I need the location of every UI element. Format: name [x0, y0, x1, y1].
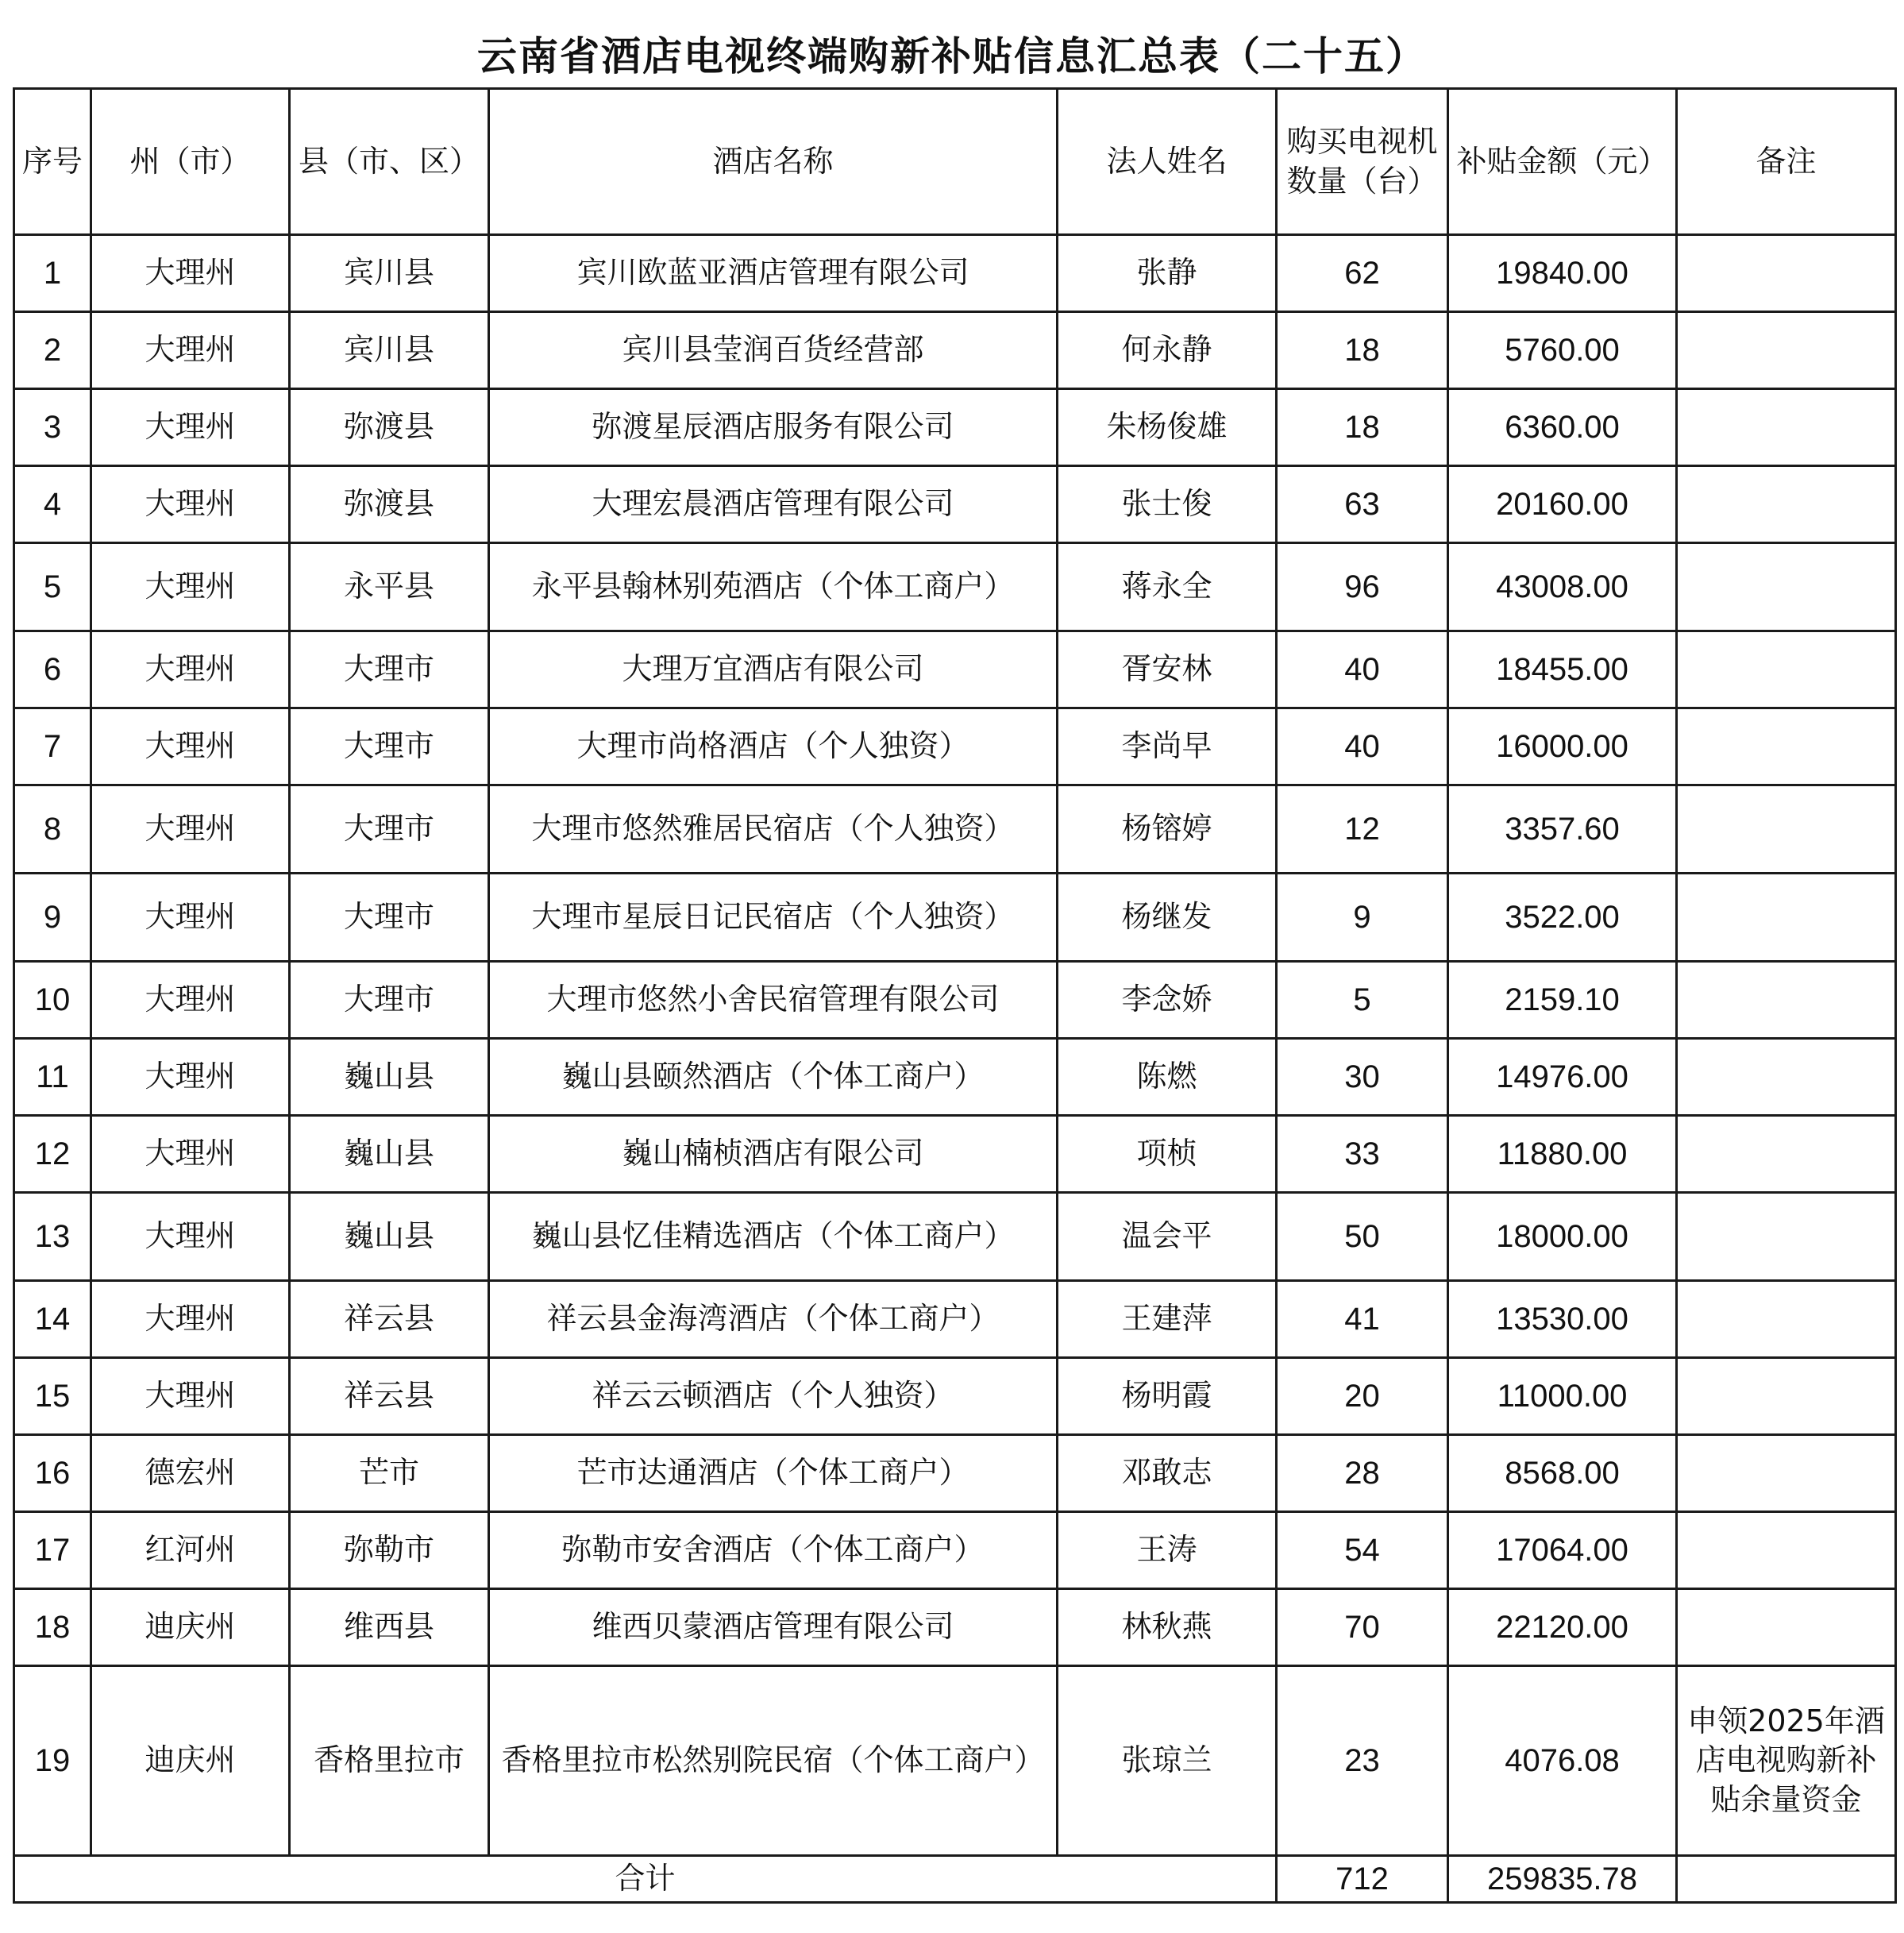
cell-legal-person: 王涛 [1058, 1512, 1277, 1589]
header-county: 县（市、区） [290, 89, 489, 235]
cell-tv-count: 12 [1277, 785, 1448, 874]
cell-county: 维西县 [290, 1589, 489, 1666]
cell-tv-count: 96 [1277, 543, 1448, 631]
cell-subsidy-amount: 11000.00 [1448, 1358, 1677, 1435]
cell-hotel-name: 大理市尚格酒店（个人独资） [489, 708, 1058, 785]
cell-subsidy-amount: 14976.00 [1448, 1039, 1677, 1116]
cell-legal-person: 温会平 [1058, 1193, 1277, 1281]
cell-county: 弥勒市 [290, 1512, 489, 1589]
cell-legal-person: 朱杨俊雄 [1058, 389, 1277, 466]
total-remark [1677, 1856, 1896, 1903]
cell-prefecture: 大理州 [91, 874, 290, 962]
cell-legal-person: 张琼兰 [1058, 1666, 1277, 1856]
header-subsidy-amount: 补贴金额（元） [1448, 89, 1677, 235]
cell-seq: 2 [14, 312, 91, 389]
cell-prefecture: 大理州 [91, 466, 290, 543]
header-tv-count: 购买电视机数量（台） [1277, 89, 1448, 235]
cell-seq: 14 [14, 1281, 91, 1358]
cell-legal-person: 王建萍 [1058, 1281, 1277, 1358]
cell-subsidy-amount: 4076.08 [1448, 1666, 1677, 1856]
cell-remark [1677, 466, 1896, 543]
cell-subsidy-amount: 43008.00 [1448, 543, 1677, 631]
cell-county: 弥渡县 [290, 389, 489, 466]
cell-subsidy-amount: 16000.00 [1448, 708, 1677, 785]
cell-remark [1677, 1589, 1896, 1666]
cell-remark [1677, 543, 1896, 631]
cell-tv-count: 41 [1277, 1281, 1448, 1358]
table-row [14, 708, 1896, 785]
cell-tv-count: 28 [1277, 1435, 1448, 1512]
cell-seq: 15 [14, 1358, 91, 1435]
cell-legal-person: 杨镕婷 [1058, 785, 1277, 874]
table-row [14, 1435, 1896, 1512]
cell-remark [1677, 962, 1896, 1039]
cell-legal-person: 李尚早 [1058, 708, 1277, 785]
cell-county: 巍山县 [290, 1039, 489, 1116]
cell-tv-count: 63 [1277, 466, 1448, 543]
cell-subsidy-amount: 17064.00 [1448, 1512, 1677, 1589]
cell-hotel-name: 大理市悠然雅居民宿店（个人独资） [489, 785, 1058, 874]
cell-county: 祥云县 [290, 1281, 489, 1358]
cell-prefecture: 德宏州 [91, 1435, 290, 1512]
cell-remark [1677, 235, 1896, 312]
cell-legal-person: 张静 [1058, 235, 1277, 312]
cell-county: 大理市 [290, 631, 489, 708]
cell-prefecture: 大理州 [91, 543, 290, 631]
cell-county: 芒市 [290, 1435, 489, 1512]
cell-county: 大理市 [290, 785, 489, 874]
cell-tv-count: 54 [1277, 1512, 1448, 1589]
cell-county: 永平县 [290, 543, 489, 631]
cell-hotel-name: 宾川县莹润百货经营部 [489, 312, 1058, 389]
cell-remark [1677, 1512, 1896, 1589]
cell-legal-person: 何永静 [1058, 312, 1277, 389]
cell-subsidy-amount: 19840.00 [1448, 235, 1677, 312]
header-row [14, 89, 1896, 235]
cell-tv-count: 62 [1277, 235, 1448, 312]
table-row [14, 1039, 1896, 1116]
cell-prefecture: 大理州 [91, 708, 290, 785]
cell-remark [1677, 1435, 1896, 1512]
cell-legal-person: 陈燃 [1058, 1039, 1277, 1116]
cell-prefecture: 大理州 [91, 1358, 290, 1435]
header-hotel-name: 酒店名称 [489, 89, 1058, 235]
cell-seq: 4 [14, 466, 91, 543]
cell-remark [1677, 389, 1896, 466]
cell-hotel-name: 香格里拉市松然别院民宿（个体工商户） [489, 1666, 1058, 1856]
cell-prefecture: 大理州 [91, 1116, 290, 1193]
cell-subsidy-amount: 6360.00 [1448, 389, 1677, 466]
cell-seq: 18 [14, 1589, 91, 1666]
cell-tv-count: 18 [1277, 389, 1448, 466]
cell-prefecture: 大理州 [91, 235, 290, 312]
cell-prefecture: 大理州 [91, 962, 290, 1039]
cell-legal-person: 蒋永全 [1058, 543, 1277, 631]
cell-seq: 11 [14, 1039, 91, 1116]
table-row [14, 235, 1896, 312]
cell-subsidy-amount: 18455.00 [1448, 631, 1677, 708]
header-remark: 备注 [1677, 89, 1896, 235]
cell-prefecture: 大理州 [91, 312, 290, 389]
cell-hotel-name: 宾川欧蓝亚酒店管理有限公司 [489, 235, 1058, 312]
cell-seq: 19 [14, 1666, 91, 1856]
cell-hotel-name: 芒市达通酒店（个体工商户） [489, 1435, 1058, 1512]
cell-hotel-name: 巍山楠桢酒店有限公司 [489, 1116, 1058, 1193]
cell-seq: 12 [14, 1116, 91, 1193]
cell-hotel-name: 祥云云顿酒店（个人独资） [489, 1358, 1058, 1435]
cell-county: 宾川县 [290, 312, 489, 389]
cell-county: 大理市 [290, 874, 489, 962]
table-row [14, 312, 1896, 389]
table-row [14, 1666, 1896, 1856]
cell-subsidy-amount: 11880.00 [1448, 1116, 1677, 1193]
cell-tv-count: 5 [1277, 962, 1448, 1039]
cell-legal-person: 张士俊 [1058, 466, 1277, 543]
table-row [14, 466, 1896, 543]
cell-legal-person: 项桢 [1058, 1116, 1277, 1193]
cell-remark [1677, 1039, 1896, 1116]
cell-tv-count: 33 [1277, 1116, 1448, 1193]
cell-subsidy-amount: 2159.10 [1448, 962, 1677, 1039]
cell-hotel-name: 大理市悠然小舍民宿管理有限公司 [489, 962, 1058, 1039]
cell-seq: 1 [14, 235, 91, 312]
table-row [14, 962, 1896, 1039]
cell-hotel-name: 维西贝蒙酒店管理有限公司 [489, 1589, 1058, 1666]
cell-prefecture: 红河州 [91, 1512, 290, 1589]
cell-tv-count: 40 [1277, 708, 1448, 785]
cell-subsidy-amount: 22120.00 [1448, 1589, 1677, 1666]
cell-tv-count: 18 [1277, 312, 1448, 389]
subsidy-table [13, 87, 1897, 1904]
cell-legal-person: 杨继发 [1058, 874, 1277, 962]
cell-prefecture: 迪庆州 [91, 1589, 290, 1666]
cell-county: 弥渡县 [290, 466, 489, 543]
cell-remark [1677, 312, 1896, 389]
cell-tv-count: 50 [1277, 1193, 1448, 1281]
header-prefecture: 州（市） [91, 89, 290, 235]
cell-remark [1677, 785, 1896, 874]
cell-prefecture: 迪庆州 [91, 1666, 290, 1856]
header-seq: 序号 [14, 89, 91, 235]
table-row [14, 785, 1896, 874]
cell-legal-person: 李念娇 [1058, 962, 1277, 1039]
cell-prefecture: 大理州 [91, 785, 290, 874]
cell-county: 巍山县 [290, 1116, 489, 1193]
cell-county: 巍山县 [290, 1193, 489, 1281]
cell-tv-count: 70 [1277, 1589, 1448, 1666]
cell-hotel-name: 弥渡星辰酒店服务有限公司 [489, 389, 1058, 466]
cell-county: 香格里拉市 [290, 1666, 489, 1856]
cell-hotel-name: 巍山县忆佳精选酒店（个体工商户） [489, 1193, 1058, 1281]
cell-legal-person: 杨明霞 [1058, 1358, 1277, 1435]
cell-tv-count: 9 [1277, 874, 1448, 962]
cell-seq: 7 [14, 708, 91, 785]
cell-remark [1677, 631, 1896, 708]
cell-remark [1677, 1116, 1896, 1193]
cell-prefecture: 大理州 [91, 631, 290, 708]
total-amount: 259835.78 [1448, 1856, 1677, 1903]
cell-county: 大理市 [290, 962, 489, 1039]
table-row [14, 389, 1896, 466]
cell-prefecture: 大理州 [91, 1039, 290, 1116]
table-row [14, 1281, 1896, 1358]
cell-seq: 16 [14, 1435, 91, 1512]
cell-seq: 6 [14, 631, 91, 708]
cell-seq: 8 [14, 785, 91, 874]
cell-legal-person: 邓敢志 [1058, 1435, 1277, 1512]
cell-remark [1677, 708, 1896, 785]
cell-subsidy-amount: 3522.00 [1448, 874, 1677, 962]
cell-remark [1677, 1281, 1896, 1358]
cell-seq: 3 [14, 389, 91, 466]
cell-tv-count: 20 [1277, 1358, 1448, 1435]
cell-hotel-name: 大理市星辰日记民宿店（个人独资） [489, 874, 1058, 962]
sheet-title: 云南省酒店电视终端购新补贴信息汇总表（二十五） [477, 33, 1427, 79]
cell-hotel-name: 永平县翰林别苑酒店（个体工商户） [489, 543, 1058, 631]
cell-remark [1677, 1358, 1896, 1435]
cell-prefecture: 大理州 [91, 1193, 290, 1281]
cell-subsidy-amount: 20160.00 [1448, 466, 1677, 543]
cell-subsidy-amount: 8568.00 [1448, 1435, 1677, 1512]
cell-subsidy-amount: 18000.00 [1448, 1193, 1677, 1281]
cell-remark: 申领2025年酒店电视购新补贴余量资金 [1677, 1666, 1896, 1856]
total-row [14, 1856, 1896, 1903]
table-row [14, 1589, 1896, 1666]
cell-hotel-name: 弥勒市安舍酒店（个体工商户） [489, 1512, 1058, 1589]
cell-seq: 17 [14, 1512, 91, 1589]
cell-seq: 13 [14, 1193, 91, 1281]
cell-subsidy-amount: 3357.60 [1448, 785, 1677, 874]
total-label: 合计 [14, 1856, 1277, 1903]
cell-hotel-name: 巍山县颐然酒店（个体工商户） [489, 1039, 1058, 1116]
table-row [14, 1116, 1896, 1193]
cell-county: 大理市 [290, 708, 489, 785]
cell-seq: 10 [14, 962, 91, 1039]
cell-tv-count: 30 [1277, 1039, 1448, 1116]
cell-prefecture: 大理州 [91, 389, 290, 466]
cell-seq: 5 [14, 543, 91, 631]
cell-tv-count: 40 [1277, 631, 1448, 708]
table-row [14, 631, 1896, 708]
header-legal-person: 法人姓名 [1058, 89, 1277, 235]
cell-county: 宾川县 [290, 235, 489, 312]
total-tv-count: 712 [1277, 1856, 1448, 1903]
cell-hotel-name: 祥云县金海湾酒店（个体工商户） [489, 1281, 1058, 1358]
cell-hotel-name: 大理宏晨酒店管理有限公司 [489, 466, 1058, 543]
cell-county: 祥云县 [290, 1358, 489, 1435]
cell-tv-count: 23 [1277, 1666, 1448, 1856]
cell-remark [1677, 874, 1896, 962]
cell-prefecture: 大理州 [91, 1281, 290, 1358]
table-row [14, 1512, 1896, 1589]
cell-legal-person: 林秋燕 [1058, 1589, 1277, 1666]
cell-remark [1677, 1193, 1896, 1281]
cell-hotel-name: 大理万宜酒店有限公司 [489, 631, 1058, 708]
table-row [14, 543, 1896, 631]
cell-subsidy-amount: 13530.00 [1448, 1281, 1677, 1358]
cell-subsidy-amount: 5760.00 [1448, 312, 1677, 389]
table-row [14, 874, 1896, 962]
table-row [14, 1358, 1896, 1435]
cell-legal-person: 胥安林 [1058, 631, 1277, 708]
table-row [14, 1193, 1896, 1281]
cell-seq: 9 [14, 874, 91, 962]
